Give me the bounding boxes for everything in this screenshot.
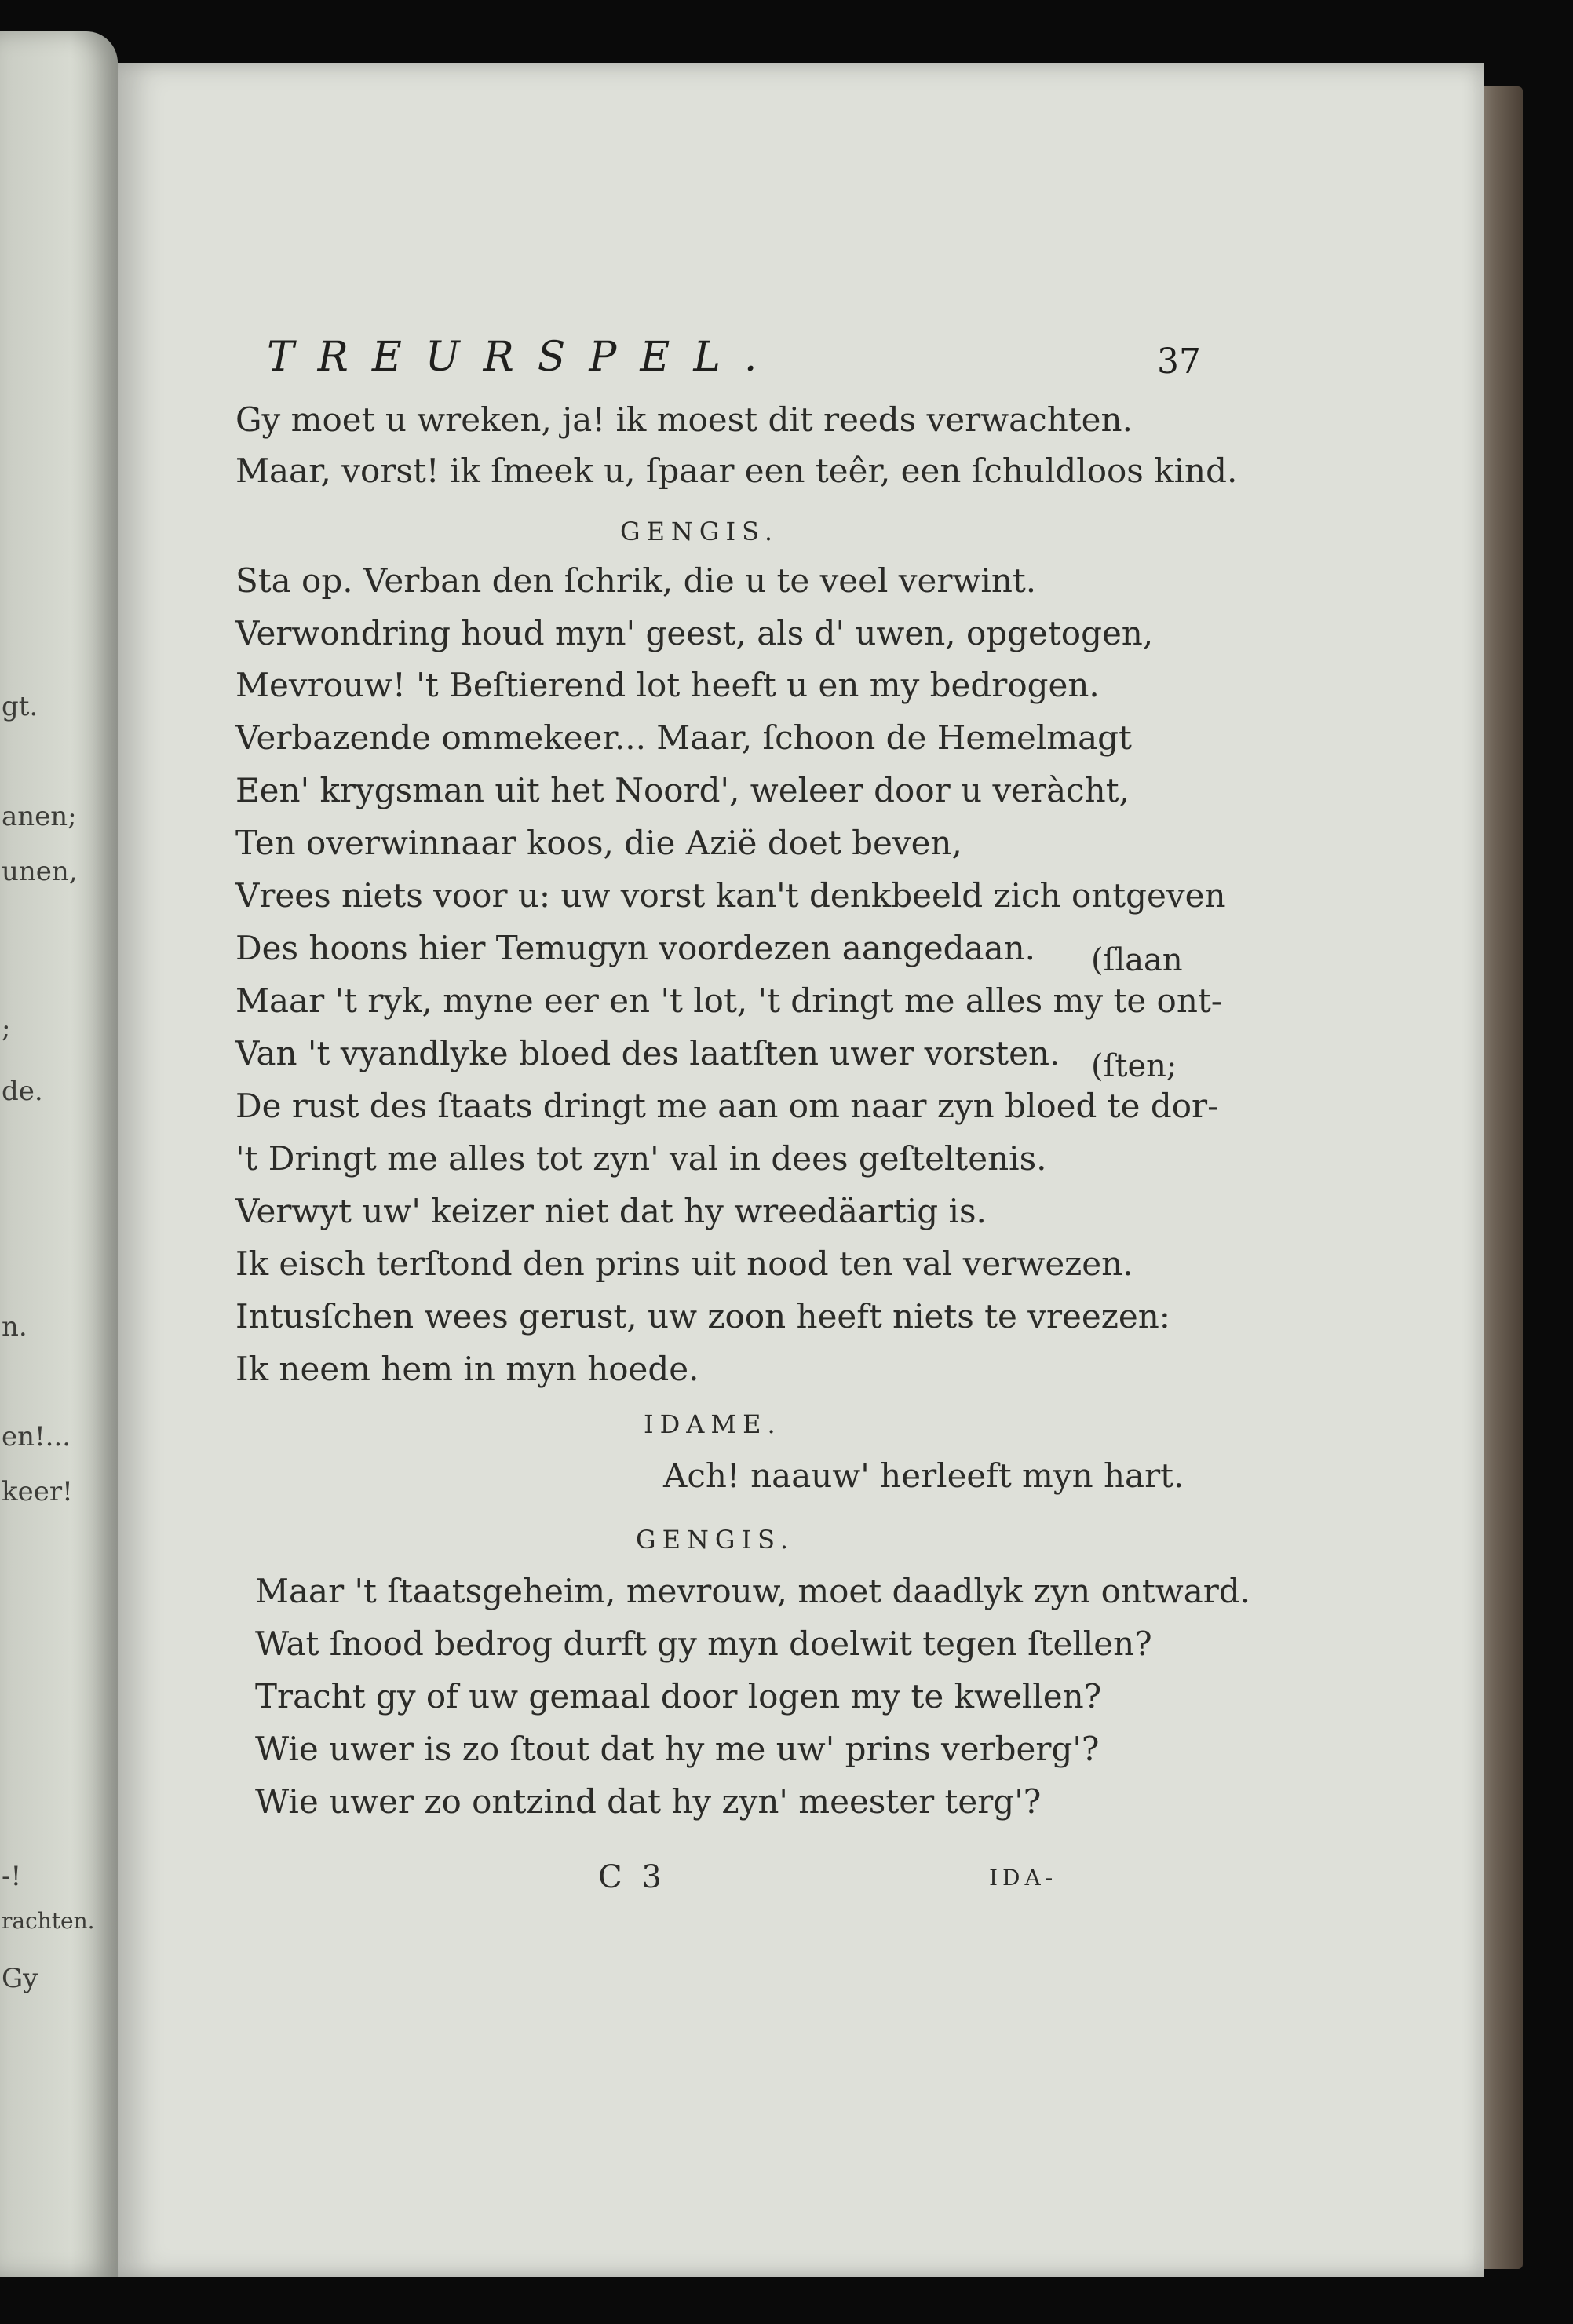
fragment: de. <box>2 1076 43 1107</box>
catchword: IDA- <box>989 1865 1058 1891</box>
fragment: anen; <box>2 801 77 832</box>
verse-line: Tracht gy of uw gemaal door logen my te kwellen? <box>255 1677 1102 1716</box>
fragment: -! <box>2 1861 22 1892</box>
verse-line: Verwyt uw' keizer niet dat hy wreedäartig is. <box>235 1192 987 1230</box>
verse-line: Van 't vyandlyke bloed des laatſten uwer vorsten. <box>235 1034 1060 1072</box>
verse-line: Maar 't ſtaatsgeheim, mevrouw, moet daadlyk zyn ontward. <box>255 1572 1251 1610</box>
facing-page-text <box>0 31 118 2277</box>
speaker-name: GENGIS. <box>636 1525 795 1555</box>
verse-line: Maar, vorst! ik ſmeek u, ſpaar een teêr, een ſchuldloos kind. <box>235 451 1238 490</box>
running-title: TREURSPEL. <box>267 334 781 381</box>
page-number: 37 <box>1157 342 1201 382</box>
verse-line: Verwondring houd myn' geest, als d' uwen, opgetogen, <box>235 614 1154 652</box>
fragment: rachten. <box>2 1908 95 1934</box>
running-header <box>267 334 1217 389</box>
fragment: unen, <box>2 856 78 887</box>
facing-page <box>0 31 118 2277</box>
fragment: Gy <box>2 1963 38 1994</box>
verse-line: Maar 't ryk, myne eer en 't lot, 't dringt me alles my te ont- <box>235 981 1222 1020</box>
turnover: (ſten; <box>1091 1048 1177 1084</box>
speaker-name: IDAME. <box>644 1409 782 1439</box>
fragment: en!... <box>2 1421 71 1452</box>
verse-line: Een' krygsman uit het Noord', weleer door u veràcht, <box>235 771 1130 809</box>
verse-line: Sta op. Verban den ſchrik, die u te veel verwint. <box>235 561 1037 600</box>
fragment: n. <box>2 1311 27 1343</box>
verse-line: Ik eisch terſtond den prins uit nood ten val verwezen. <box>235 1244 1133 1283</box>
verse-line: Wie uwer is zo ſtout dat hy me uw' prins verberg'? <box>255 1730 1100 1768</box>
verse-line: Vrees niets voor u: uw vorst kan't denkbeeld zich ontgeven <box>235 876 1226 915</box>
verse-line: Ik neem hem in myn hoede. <box>235 1350 699 1388</box>
signature-mark: C 3 <box>598 1859 666 1895</box>
verse-line: Ten overwinnaar koos, die Azië doet beven, <box>235 824 962 862</box>
verse-line: Verbazende ommekeer... Maar, ſchoon de Hemelmagt <box>235 718 1132 757</box>
speaker-name: GENGIS. <box>620 517 779 546</box>
verse-line: Mevrouw! 't Beſtierend lot heeft u en my bedrogen. <box>235 666 1100 704</box>
verse-line: Wat ſnood bedrog durft gy myn doelwit tegen ſtellen? <box>255 1624 1152 1663</box>
verse-line: Wie uwer zo ontzind dat hy zyn' meester terg'? <box>255 1782 1042 1821</box>
verse-line: 't Dringt me alles tot zyn' val in dees geſteltenis. <box>235 1139 1047 1178</box>
verse-line: Gy moet u wreken, ja! ik moest dit reeds verwachten. <box>235 400 1133 439</box>
fragment: ; <box>2 1013 11 1044</box>
fragment: keer! <box>2 1476 73 1507</box>
verse-line: Des hoons hier Temugyn voordezen aangedaan. <box>235 929 1036 967</box>
verse-line: Ach! naauw' herleeft myn hart. <box>663 1456 1184 1495</box>
fragment: gt. <box>2 691 38 722</box>
verse-line: De rust des ſtaats dringt me aan om naar zyn bloed te dor- <box>235 1087 1219 1125</box>
verse-line: Intusſchen wees gerust, uw zoon heeft niets te vreezen: <box>235 1297 1170 1336</box>
turnover: (ſlaan <box>1091 942 1183 978</box>
